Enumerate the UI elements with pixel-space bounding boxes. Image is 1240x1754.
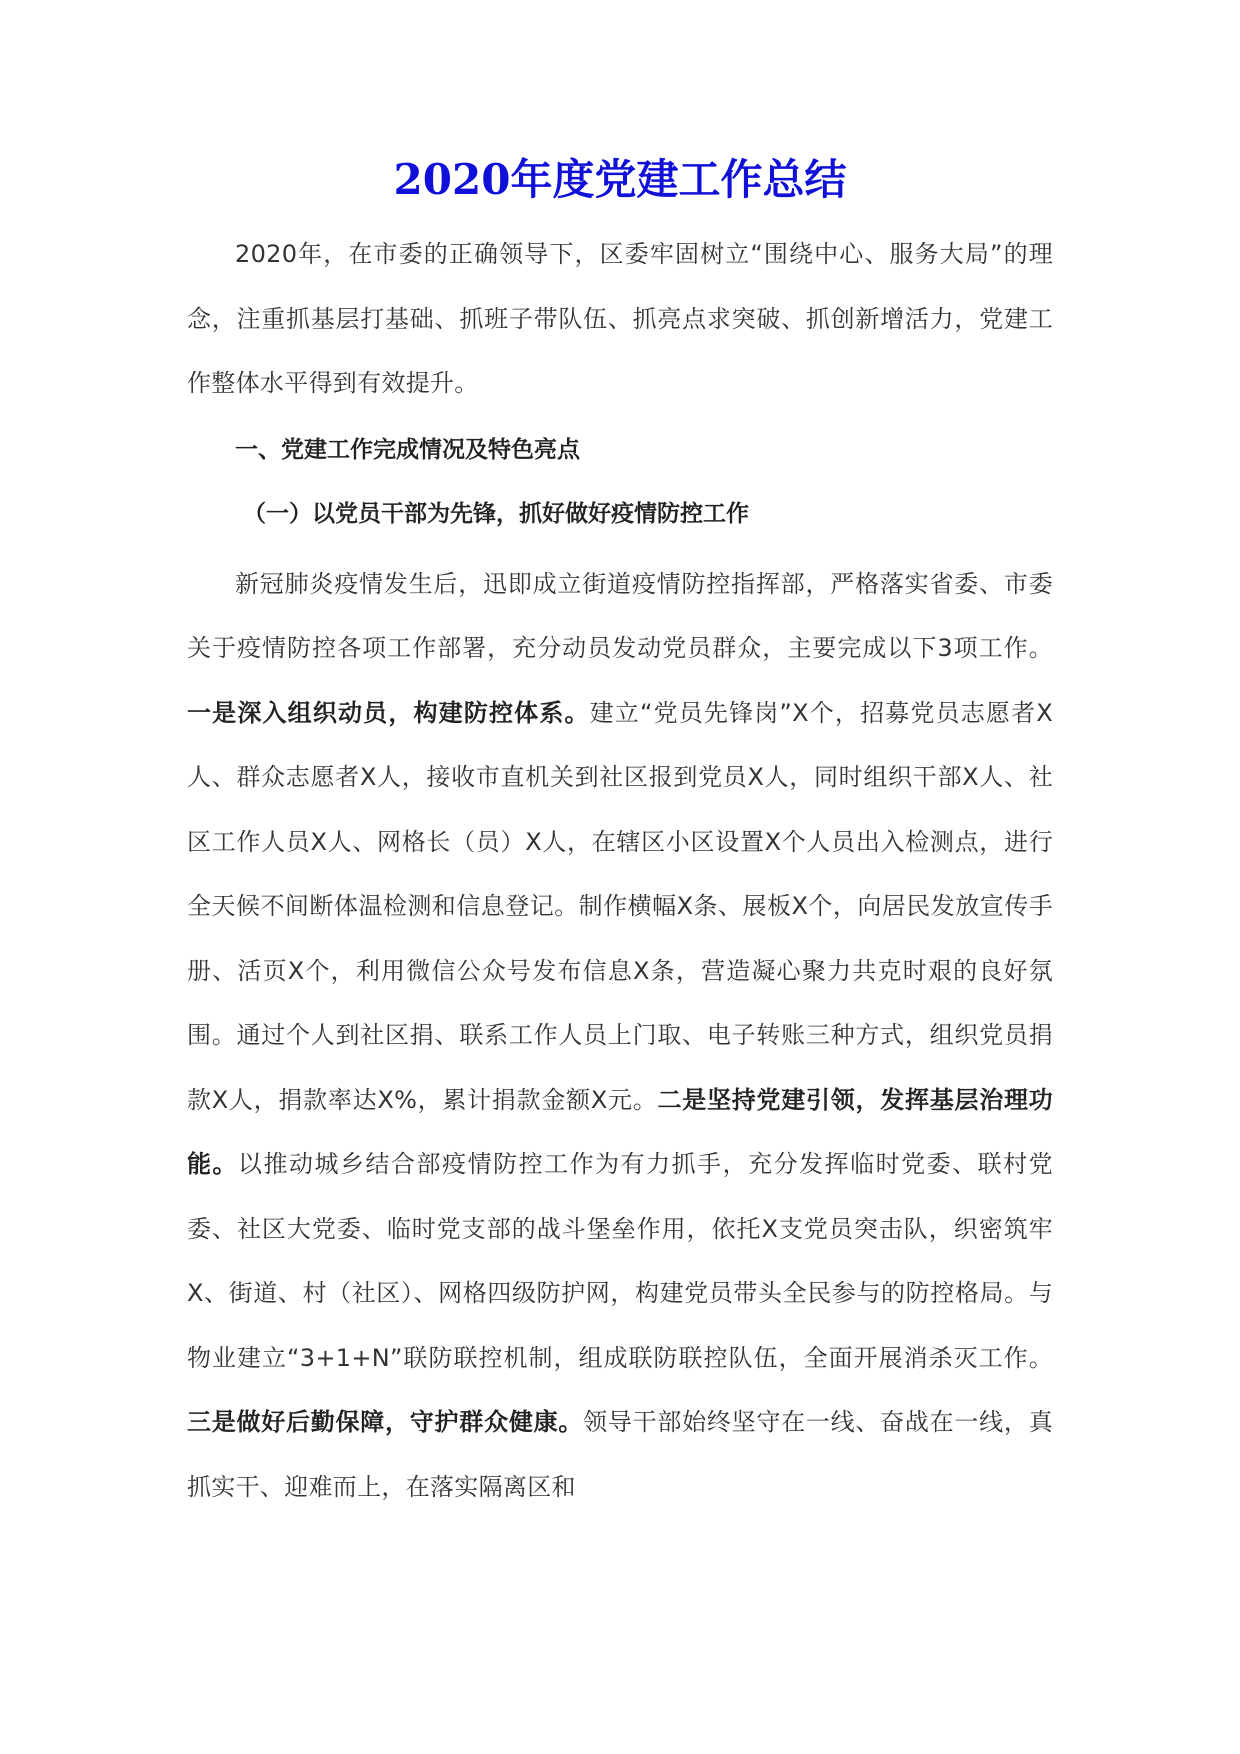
bold-point-3: 三是做好后勤保障，守护群众健康。 [187, 1408, 584, 1436]
body-text: 建立“党员先锋岗”X个，招募党员志愿者X人、群众志愿者X人，接收市直机关到社区报到党员X人，同时组织干部X人、社区工作人员X人、网格长（员）X人，在辖区小区设置X个人员出入检测点，进行全天候不间断体温检测和信息登记。制作横幅X条、展板X个，向居民发放宣传手册、活页X个，利用微信公众号发布信息X条，营造凝心聚力共克时艰的良好氛围。通过个人到社区捐、联系工作人员上门取、电子转账三种方式，组织党员捐款X人，捐款率达X%，累计捐款金额X元。 [187, 698, 1053, 1114]
subsection-heading: （一）以党员干部为先锋，抓好做好疫情防控工作 [243, 500, 749, 527]
document-page [187, 150, 1053, 1519]
body-paragraph [187, 552, 1053, 1520]
intro-paragraph: 2020年，在市委的正确领导下，区委牢固树立“围绕中心、服务大局”的理念，注重抓基层打基础、抓班子带队伍、抓亮点求突破、抓创新增活力，党建工作整体水平得到有效提升。 [187, 240, 1053, 397]
body-text: 领导干部始终坚守在一线、奋战在一线，真抓实干、迎难而上，在落实隔离区和 [187, 1408, 1053, 1501]
body-text: 新冠肺炎疫情发生后，迅即成立街道疫情防控指挥部，严格落实省委、市委关于疫情防控各项工作部署，充分动员发动党员群众，主要完成以下3项工作。 [187, 569, 1053, 662]
document-title: 2020年度党建工作总结 [393, 155, 847, 204]
bold-point-1: 一是深入组织动员，构建防控体系。 [187, 698, 590, 727]
section-heading: 一、党建工作完成情况及特色亮点 [235, 436, 580, 463]
body-text: 以推动城乡结合部疫情防控工作为有力抓手，充分发挥临时党委、联村党委、社区大党委、临时党支部的战斗堡垒作用，依托X支党员突击队，织密筑牢X、街道、村（社区）、网格四级防护网，构建党员带头全民参与的防控格局。与物业建立“3+1+N”联防联控机制，组成联防联控队伍，全面开展消杀灭工作。 [187, 1150, 1053, 1372]
bold-point-2: 二是坚持党建引领，发挥基层治理功能。 [187, 1085, 1053, 1178]
